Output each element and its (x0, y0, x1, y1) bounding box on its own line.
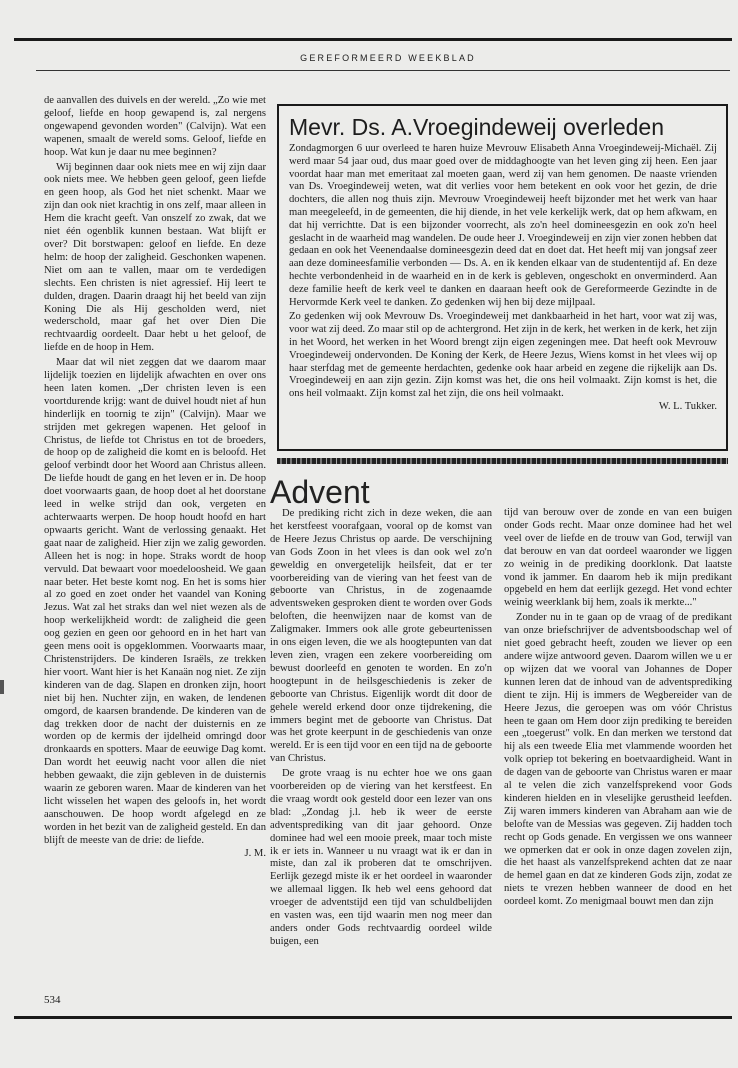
advent-right-column (504, 507, 732, 908)
left-paragraph: Wij beginnen daar ook niets mee en wij zijn daar ook niets mee. We hebben geen geloof, geen liefde en geen hoop, als God het niet schenkt. Maar we zijn dan ook niet krachtig in ons zelf, maar alleen in Hem die kracht geeft. Van onszelf zo zwak, dat we niet één ogenblik kunnen bestaan. Wat blijft er over? Dit borstwapen: geloof en liefde. En deze helm: de hoop der zaligheid. Geschonken wapenen. Niet om aan te vallen, maar om te verdedigen slechts. Een christen is niet agressief. Hij leert te dulden, dragen. Daarin draagt hij het beeld van zijn Koning Die als Hij gescholden werd, niet wederschold, maar gaf het over Dien Die rechtvaardig oordeelt. Daar hebt u het geloof, de liefde en de hoop in Hem. (44, 161, 266, 354)
left-column (44, 95, 266, 859)
advent-middle-column (270, 508, 492, 947)
obituary-body (289, 143, 717, 414)
publication-masthead: GEREFORMEERD WEEKBLAD (300, 53, 476, 63)
left-paragraph: de aanvallen des duivels en der wereld. „Zo wie met geloof, liefde en hoop gewapend is, zal nergens ongewapend gevonden worden" (Calvijn). Wat een wapenen, smaalt de wereld soms. Geloof, liefde en hoop. Wat kun je daar nu mee beginnen? (44, 95, 266, 158)
header-rule (36, 70, 730, 71)
obituary-box (277, 104, 728, 451)
obituary-paragraph: Zondagmorgen 6 uur overleed te haren huize Mevrouw Elisabeth Anna Vroegindeweij-Michaël. Zij werd maar 54 jaar oud, dus maar goed over de middaghoogte van het leven ging zij heen. Een jaar voordat haar man met emeritaat zal moeten gaan, werd zij van hem genomen. De naaste vrienden van Ds. Vroegindeweij weten, wat dit verlies voor hem betekent en ook voor het gezin, de drie dochters, die allen nog thuis zijn. Mevrouw Vroegindeweij heeft bijzonder met het werk van haar man meegeleefd, in de gemeenten, die hij diende, in het vele kerkelijk werk, dat op hem afkwam, en dat hij verrichtte. Dat is een bijzonder voorrecht, als zo'n heel domineesgezin en ook zo'n heel geslacht in de waarheid mag wandelen. De oude heer J. Vroegindeweij en zijn vier zonen hebben dat gedaan en ook het Veenendaalse domineesgezin deed dat en doet dat. Het heeft mij van jongsaf zeer aan deze domineesfamilie verbonden — Ds. A. en ik kenden elkaar van de studententijd af. En deze hechte verbondenheid in de waarheid en in de kerk is gebleven, ongeschokt en onverminderd. Aan deze familie heeft de kerk veel te danken en daaraan heeft ook de Gereformeerde Gezindte in de Hervormde Kerk veel te danken. Zo gedenken wij hen bij deze mijlpaal. (289, 143, 717, 308)
obituary-paragraph: Zo gedenken wij ook Mevrouw Ds. Vroegindeweij met dankbaarheid in het hart, voor wat zij was, voor wat zij deed. Zo maar stil op de achtergrond. Het zijn in de kerk, het werken in de kerk, het zijn in het Woord, het werken in het Woord brengt zijn eigen zegeningen mee. Dat heeft ook Mevrouw Vroegindeweij ondervonden. De Koning der Kerk, de Heere Jezus, Wiens komst in het vlees wij op haar sterfdag met de gemeente herdachten, gedenke ook haar arbeid en zegene die rijkelijk aan Ds. Vroegindeweij en aan zijn gezin. Zijn komst was het, die ons heil volmaakt. Zijn komst is het, die ons heil volmaakt. Zijn komst zal het zijn, die ons heil volmaakt. (289, 311, 717, 400)
advent-paragraph: tijd van berouw over de zonde en van een buigen onder Gods recht. Maar onze dominee had het wel veel over de liefde en de trouw van God, terwijl van dat berouw en van dat oordeel waaronder we liggen zo weinig in de prediking doorklonk. Dat laatste vond ik jammer. En daarom heb ik mijn predikant opgebeld en hem dat eerlijk gezegd. Het vond echter weinig weerklank bij hem, zoals ik merkte..." (504, 507, 732, 609)
advent-paragraph: Zonder nu in te gaan op de vraag of de predikant van onze briefschrijver de adventsboodschap wel of niet goed gebracht heeft, zouden we liever op een andere wijze antwoord geven. Daarom willen we u er op wijzen dat we vooral van Johannes de Doper kunnen leren dat de inhoud van de adventsprediking dient te zijn. Hij is immers de Wegbereider van de Heere Jezus, die geroepen was om vóór Christus heen te gaan om Hem door zijn prediking te bereiden een „toegerust" volk. En dan merken we terstond dat hij als een tweede Elia met vlammende woorden het volk opriep tot bekering en boetvaardigheid. Want in de dagen van de geboorte van Christus waren er maar al te velen die zich vanzelfsprekend voor Gods kinderen hielden en in vleselijke gerustheid leefden. Zij waren immers kinderen van Abraham aan wie de belofte van de Messias was gegeven. Zij hadden toch recht op Gods genade. En vergissen we ons wanneer we opmerken dat er ook in onze dagen zovelen zijn, die het haast als vanzelfsprekend achten dat ze naar de hemel gaan en dat ze kinderen Gods zijn, zodat ze niets te vrezen hebben wanneer de dood en het oordeel komt. Zo menigmaal bouwt men dan zijn (504, 612, 732, 908)
left-signature: J. M. (244, 847, 266, 859)
left-paragraph: Maar dat wil niet zeggen dat we daarom maar lijdelijk toezien en lijdelijk afwachten en over ons heen laten komen. „Der christen leven is een voortdurende krijg: want de duivel houdt niet af hun hinderlijk en toornig te zijn" (Calvijn). Maar we strijden met gekregen wapenen. Het geloof in Christus, de liefde tot Christus en tot de broeders, de hoop op de zaligheid die komt en is beloofd. Het geloof verbindt door het Woord aan Christus alleen. De liefde houdt de gang en het leven er in. De hoop doet voorwaarts gaan, de hoop doet al het doorstane leed in welke strijd dan ook, vergeten en achterwaarts werpen. De hoop houdt hoofd en hart opwaarts gericht. Want de verlossing genaakt. Het gaat naar de zaligheid. Hier zijn we zalig geworden. Alleen het is nog: in hope. Straks wordt de hoop vervuld. Dat bewaart voor moedeloosheid. We gaan naar beter. Het beste komt nog. En het is soms hier al zo goed en zoet onder het vaandel van Koning Jezus. Wat zal het straks dan wel niet wezen als de hoop werkelijkheid wordt: de zaligheid die geen oog gezien en geen oor gehoord en in het hart van geen mens ooit is opgeklommen. Voorwaarts maar, Christenstrijders. De kinderen Israëls, ze trekken hier voort. Want hier is het Kanaän nog niet. Ze zijn kinderen van de dag. Slapen en dronken zijn, hoort niet bij hen. Nuchter zijn, en waken, de lendenen omgord, de kaarsen brandende. De kinderen van de dag trekken door de nacht der duisternis en ze worden op de kermis der ijdelheid omringd door dronkaards en spotters. Maar de eeuwige Dag komt. Dan wordt het eeuwig nacht voor allen die niet hebben gewaakt, die zijn gebleven in de duisternis waarin ze geboren waren. Maar de kinderen van het licht wisselen het wapen des geloofs in, het wordt aanschouwen. De hoop wordt afgelegd en ze worden in het bezit van de zaligheid gesteld. En dan blijft de meeste van de drie: de liefde. (44, 357, 266, 846)
advent-title: Advent (270, 474, 370, 510)
advent-paragraph: De prediking richt zich in deze weken, die aan het kerstfeest voorafgaan, vooral op de komst van de Heere Jezus Christus op aarde. De verschijning van Gods Zoon in het vlees is dan ook wel zo'n geweldig en onvergetelijk heilsfeit, dat er ter voorbereiding van de viering van het feest van de geboorte van Christus, in de zogenaamde adventsweken gesproken dient te worden over Gods beloften, die heenwijzen naar de komst van de Zaligmaker. Immers ook alle grote gebeurtenissen in ons eigen leven, die we als hoogtepunten van dat leven zien, vragen een zekere voorbereiding om bewust doorleefd en genoten te worden. En zo'n hoogtepunt in de heilsgeschiedenis is zeker de geboorte van Christus. Eigenlijk wordt dit door de gehele wereld erkend door onze tijdrekening, die immers begint met de geboorte van Christus. Dat was het grote keerpunt in de geschiedenis van onze wereld. Er is een tijd voor en een tijd na de geboorte van Christus. (270, 508, 492, 765)
obituary-signature: W. L. Tukker. (658, 400, 717, 412)
decorative-rule (277, 458, 728, 464)
page-number: 534 (44, 994, 61, 1006)
bottom-rule (14, 1016, 732, 1019)
margin-mark (0, 680, 4, 694)
advent-paragraph: De grote vraag is nu echter hoe we ons gaan voorbereiden op de viering van het kerstfeest. En die vraag wordt ook gesteld door een lezer van ons blad: „Zondag j.l. heb ik weer de eerste adventsprediking van dit jaar gehoord. Onze dominee had wel een mooie preek, maar toch miste ik er iets in. Wanneer u nu vraagt wat ik er dan in miste, dan zal ik proberen dat te omschrijven. Eerlijk gezegd miste ik er het oordeel in waaronder we allemaal liggen. Ik heb wel eens gehoord dat vroeger de adventstijd een tijd van schuldbelijden en vasten was, een tijd waarin men nog meer dan anders onder Gods rechtvaardig oordeel wilde buigen, een (270, 768, 492, 947)
obituary-title: Mevr. Ds. A.Vroegindeweij overleden (289, 114, 665, 140)
top-rule (14, 38, 732, 41)
